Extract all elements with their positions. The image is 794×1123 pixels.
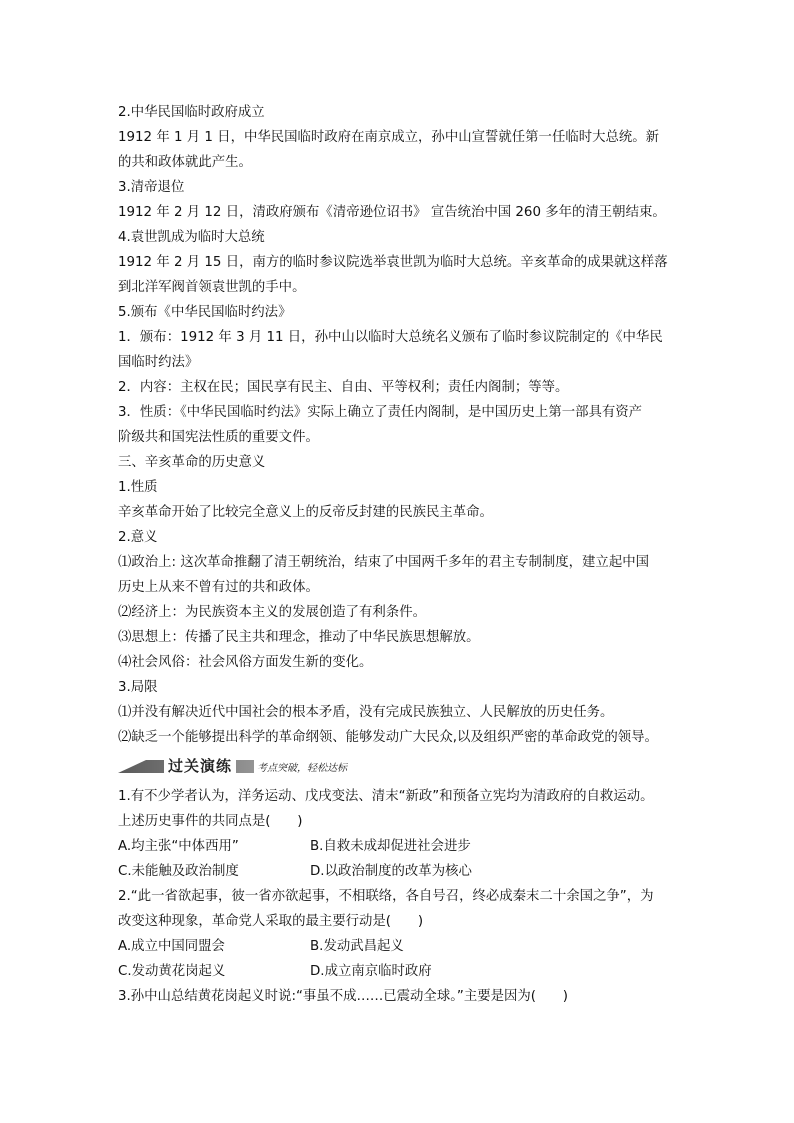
text-line: 辛亥革命开始了比较完全意义上的反帝反封建的民族民主革命。 [118, 505, 493, 520]
text-line: 1912 年 1 月 1 日，中华民国临时政府在南京成立，孙中山宣誓就任第一任临时大总统。新 [118, 130, 660, 145]
text-line: 的共和政体就此产生。 [118, 155, 252, 170]
question-2-options-row [118, 934, 688, 959]
text-line: 到北洋军阀首领袁世凯的手中。 [118, 280, 306, 295]
question-1-stem: 上述历史事件的共同点是( ) [118, 814, 303, 829]
section-heading: 3.清帝退位 [118, 180, 185, 195]
text-line: 1．颁布：1912 年 3 月 11 日，孙中山以临时大总统名义颁布了临时参议院制定的《中华民 [118, 330, 663, 345]
text-line: 国临时约法》 [118, 355, 199, 370]
document-page [118, 100, 688, 1009]
question-2-option-b: B.发动武昌起义 [310, 939, 404, 954]
question-1-option-a: A.均主张“中体西用” [118, 839, 239, 854]
question-1-stem: 1.有不少学者认为，洋务运动、戊戌变法、清末“新政”和预备立宪均为清政府的自救运动。 [118, 789, 654, 804]
text-line: 3．性质：《中华民国临时约法》实际上确立了责任内阁制，是中国历史上第一部具有资产 [118, 405, 643, 420]
text-line: ⑴并没有解决近代中国社会的根本矛盾，没有完成民族独立、人民解放的历史任务。 [118, 705, 614, 720]
question-3-stem: 3.孙中山总结黄花岗起义时说:“事虽不成……已震动全球。”主要是因为( ) [118, 989, 569, 1004]
question-1-option-d: D.以政治制度的改革为核心 [310, 864, 472, 879]
text-line: 历史上从来不曾有过的共和政体。 [118, 580, 319, 595]
question-1-option-b: B.自救未成却促进社会进步 [310, 839, 471, 854]
banner-wing-icon [118, 760, 146, 773]
question-1-option-c: C.未能触及政治制度 [118, 864, 239, 879]
section-heading: 4.袁世凯成为临时大总统 [118, 230, 265, 245]
question-2-stem: 2.“此一省欲起事，彼一省亦欲起事，不相联络，各自号召，终必成秦末二十余国之争”，为 [118, 889, 654, 904]
question-1-options-row [118, 834, 688, 859]
question-2-options-row [118, 959, 688, 984]
text-line: 2．内容：主权在民；国民享有民主、自由、平等权利；责任内阁制；等等。 [118, 380, 569, 395]
question-2-option-d: D.成立南京临时政府 [310, 964, 432, 979]
text-line: ⑵缺乏一个能够提出科学的革命纲领、能够发动广大民众,以及组织严密的革命政党的领导。 [118, 730, 658, 745]
text-line: 1912 年 2 月 15 日，南方的临时参议院选举袁世凯为临时大总统。辛亥革命的成果就这样落 [118, 255, 668, 270]
section-heading: 1.性质 [118, 480, 158, 495]
text-line: ⑵经济上：为民族资本主义的发展创造了有利条件。 [118, 605, 426, 620]
chapter-heading: 三、辛亥革命的历史意义 [118, 455, 266, 470]
section-heading: 2.中华民国临时政府成立 [118, 105, 265, 120]
section-heading: 5.颁布《中华民国临时约法》 [118, 305, 292, 320]
section-heading: 2.意义 [118, 530, 158, 545]
section-heading: 3.局限 [118, 680, 158, 695]
question-2-stem: 改变这种现象，革命党人采取的最主要行动是( ) [118, 914, 424, 929]
banner-title: 过关演练 [164, 755, 236, 776]
text-line: ⑶思想上：传播了民主共和理念，推动了中华民族思想解放。 [118, 630, 480, 645]
practice-banner [118, 751, 688, 781]
question-2-option-a: A.成立中国同盟会 [118, 939, 225, 954]
text-line: 阶级共和国宪法性质的重要文件。 [118, 430, 319, 445]
question-2-option-c: C.发动黄花岗起义 [118, 964, 226, 979]
text-line: ⑷社会风俗：社会风俗方面发生新的变化。 [118, 655, 373, 670]
question-1-options-row [118, 859, 688, 884]
text-line: 1912 年 2 月 12 日，清政府颁布《清帝逊位诏书》 宣告统治中国 260 多年的清王朝结束。 [118, 205, 666, 220]
banner-slogan: 考点突破，轻松达标 [254, 759, 350, 774]
text-line: ⑴政治上: 这次革命推翻了清王朝统治，结束了中国两千多年的君主专制制度，建立起中国 [118, 555, 649, 570]
